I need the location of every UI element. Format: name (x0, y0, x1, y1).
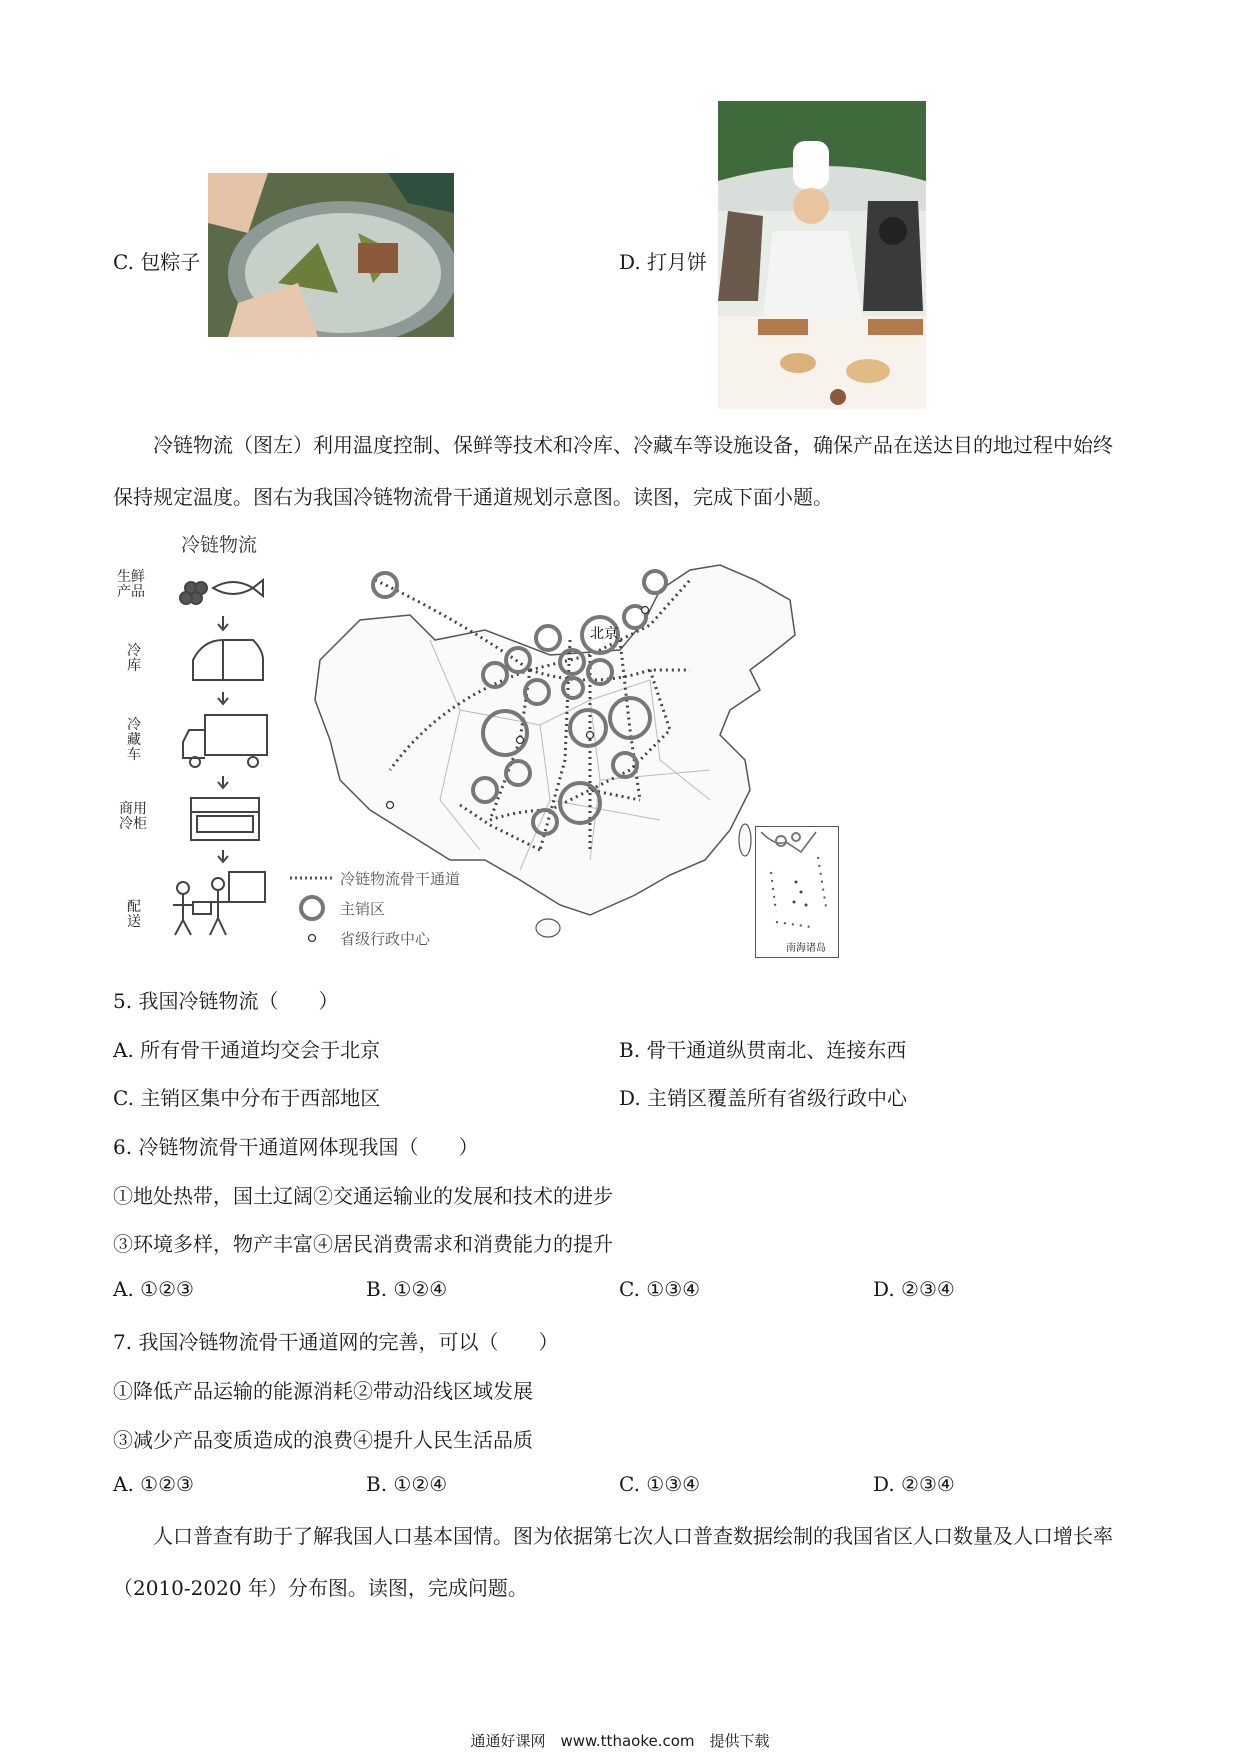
q6-option-d: D. ②③④ (873, 1277, 955, 1301)
flow-title: 冷链物流 (181, 534, 258, 556)
question-5-stem: 5. 我国冷链物流（ ） (113, 989, 339, 1013)
question-6-stem: 6. 冷链物流骨干通道网体现我国（ ） (113, 1135, 479, 1159)
passage-cold-chain: 冷链物流（图左）利用温度控制、保鲜等技术和冷库、冷藏车等设施设备，确保产品在送达目的地过程中始终保持规定温度。图右为我国冷链物流骨干通道规划示意图。读图，完成下面小题。 (113, 433, 1113, 509)
q7-option-d: D. ②③④ (873, 1472, 955, 1496)
flow-step-4: 商用冷柜 (119, 801, 147, 832)
q5-option-b: B. 骨干通道纵贯南北、连接东西 (619, 1038, 907, 1062)
mooncake-photo (718, 101, 926, 409)
page-footer: 通通好课网 www.tthaoke.com 提供下载 (470, 1732, 770, 1750)
q5-option-d: D. 主销区覆盖所有省级行政中心 (619, 1086, 908, 1110)
flow-step-1: 生鲜产品 (117, 569, 145, 600)
legend-main-area: 主销区 (340, 900, 386, 918)
map-legend (290, 866, 530, 956)
cold-chain-flow-figure (113, 520, 293, 960)
q6-option-c: C. ①③④ (619, 1277, 701, 1301)
q7-option-b: B. ①②④ (366, 1472, 448, 1496)
q6-statement-2: ③环境多样，物产丰富④居民消费需求和消费能力的提升 (113, 1232, 613, 1256)
q6-statement-1: ①地处热带，国土辽阔②交通运输业的发展和技术的进步 (113, 1184, 613, 1208)
q6-option-b: B. ①②④ (366, 1277, 448, 1301)
q5-option-a: A. 所有骨干通道均交会于北京 (113, 1038, 381, 1062)
inset-label: 南海诸岛 (786, 943, 826, 954)
beijing-label: 北京 (590, 626, 618, 642)
q6-option-a: A. ①②③ (113, 1277, 194, 1301)
passage-census: 人口普查有助于了解我国人口基本国情。图为依据第七次人口普查数据绘制的我国省区人口数量及人口增长率（2010-2020 年）分布图。读图，完成问题。 (113, 1524, 1113, 1600)
south-china-sea-inset (755, 826, 839, 958)
question-7-stem: 7. 我国冷链物流骨干通道网的完善，可以（ ） (113, 1330, 559, 1354)
legend-channel: 冷链物流骨干通道 (340, 870, 461, 888)
legend-capital: 省级行政中心 (340, 930, 431, 948)
q7-option-c: C. ①③④ (619, 1472, 701, 1496)
option-d-label: D. 打月饼 (619, 250, 708, 274)
q5-option-c: C. 主销区集中分布于西部地区 (113, 1086, 381, 1110)
flow-step-2: 冷库 (127, 643, 141, 674)
zongzi-photo (208, 173, 454, 337)
q7-statement-1: ①降低产品运输的能源消耗②带动沿线区域发展 (113, 1379, 533, 1403)
flow-step-5: 配送 (127, 899, 141, 930)
option-c-label: C. 包粽子 (113, 250, 201, 274)
q7-statement-2: ③减少产品变质造成的浪费④提升人民生活品质 (113, 1428, 533, 1452)
flow-step-3: 冷藏车 (127, 717, 141, 763)
q7-option-a: A. ①②③ (113, 1472, 194, 1496)
